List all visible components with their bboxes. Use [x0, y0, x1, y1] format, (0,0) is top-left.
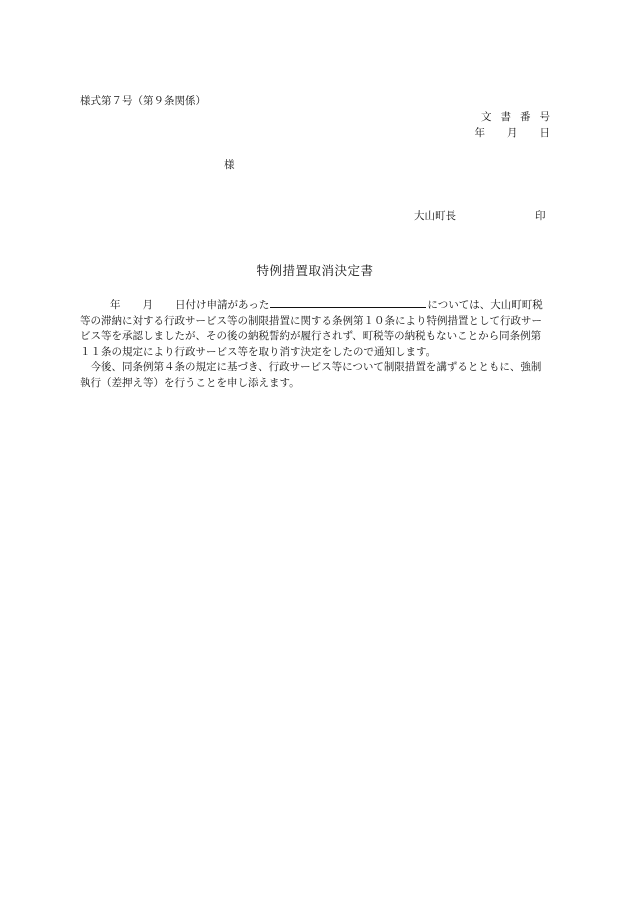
document-title: 特例措置取消決定書 — [256, 263, 374, 278]
form-number: 様式第７号（第９条関係） — [80, 95, 206, 107]
date-day-label: 日 — [539, 127, 550, 139]
addressee-honorific: 様 — [224, 159, 235, 171]
date-month-label: 月 — [507, 127, 518, 139]
seal-mark: 印 — [535, 210, 546, 222]
document-body — [80, 296, 550, 391]
body-paragraph-2 — [80, 360, 550, 391]
document-meta — [474, 110, 559, 142]
body-paragraph-2-text: 今後、同条例第４条の規定に基づき、行政サービス等について制限措置を講ずるとともに、強制執行（差押え等）を行うことを申し添えます。 — [80, 361, 542, 389]
issuer-line — [414, 209, 546, 224]
document-number-label: 文書番号 — [481, 111, 559, 123]
date-year-label: 年 — [474, 127, 485, 139]
body-year-label: 年 — [110, 299, 121, 311]
document-date — [475, 126, 551, 142]
applicant-blank-line — [270, 296, 426, 308]
body-paragraph-1-text: については、大山町町税等の滞納に対する行政サービス等の制限措置に関する条例第１０条により特例措置として行政サービス等を承認しましたが、その後の納税誓約が履行されず、町税等の納税もないことから同条例第１１条の規定により行政サービス等を取り消す決定をしたので通知します。 — [80, 299, 543, 358]
body-paragraph-1 — [80, 296, 550, 360]
body-month-label: 月 — [142, 299, 153, 311]
body-date-suffix: 日付け申請があった — [175, 299, 270, 311]
issuer-title: 大山町長 — [414, 210, 456, 222]
